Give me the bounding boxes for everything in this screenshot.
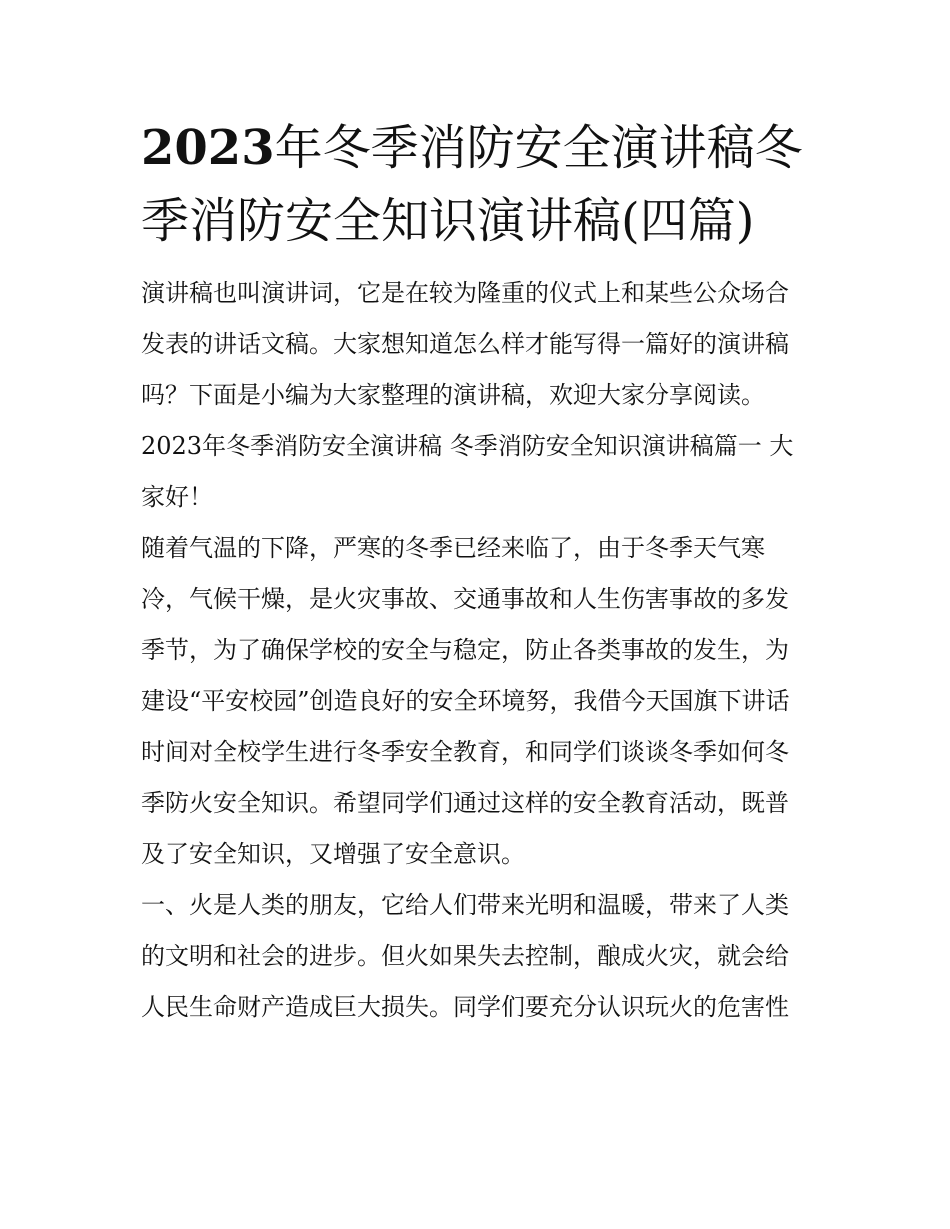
paragraph-intro: 演讲稿也叫演讲词，它是在较为隆重的仪式上和某些公众场合发表的讲话文稿。大家想知道怎么样才能写得一篇好的演讲稿吗？下面是小编为大家整理的演讲稿，欢迎大家分享阅读。 (141, 279, 789, 409)
paragraph-heading: 2023年冬季消防安全演讲稿 冬季消防安全知识演讲稿篇一 大家好！ (141, 432, 794, 511)
document-body (141, 112, 811, 1033)
document-title (141, 112, 811, 258)
paragraph-body: 随着气温的下降，严寒的冬季已经来临了，由于冬季天气寒冷，气候干燥，是火灾事故、交通事故和人生伤害事故的多发季节，为了确保学校的安全与稳定，防止各类事故的发生，为建设“平安校园”创造良好的安全环境努，我借今天国旗下讲话时间对全校学生进行冬季安全教育，和同学们谈谈冬季如何冬季防火安全知识。希望同学们通过这样的安全教育活动，既普及了安全知识，又增强了安全意识。 (141, 534, 790, 868)
title-text: 年冬季消防安全演讲稿冬季消防安全知识演讲稿(四篇) (141, 120, 803, 249)
paragraph-section-one: 一、火是人类的朋友，它给人们带来光明和温暖，带来了人类的文明和社会的进步。但火如果失去控制，酿成火灾，就会给人民生命财产造成巨大损失。同学们要充分认识玩火的危害性 (141, 891, 789, 1021)
title-year: 2023 (141, 120, 275, 176)
